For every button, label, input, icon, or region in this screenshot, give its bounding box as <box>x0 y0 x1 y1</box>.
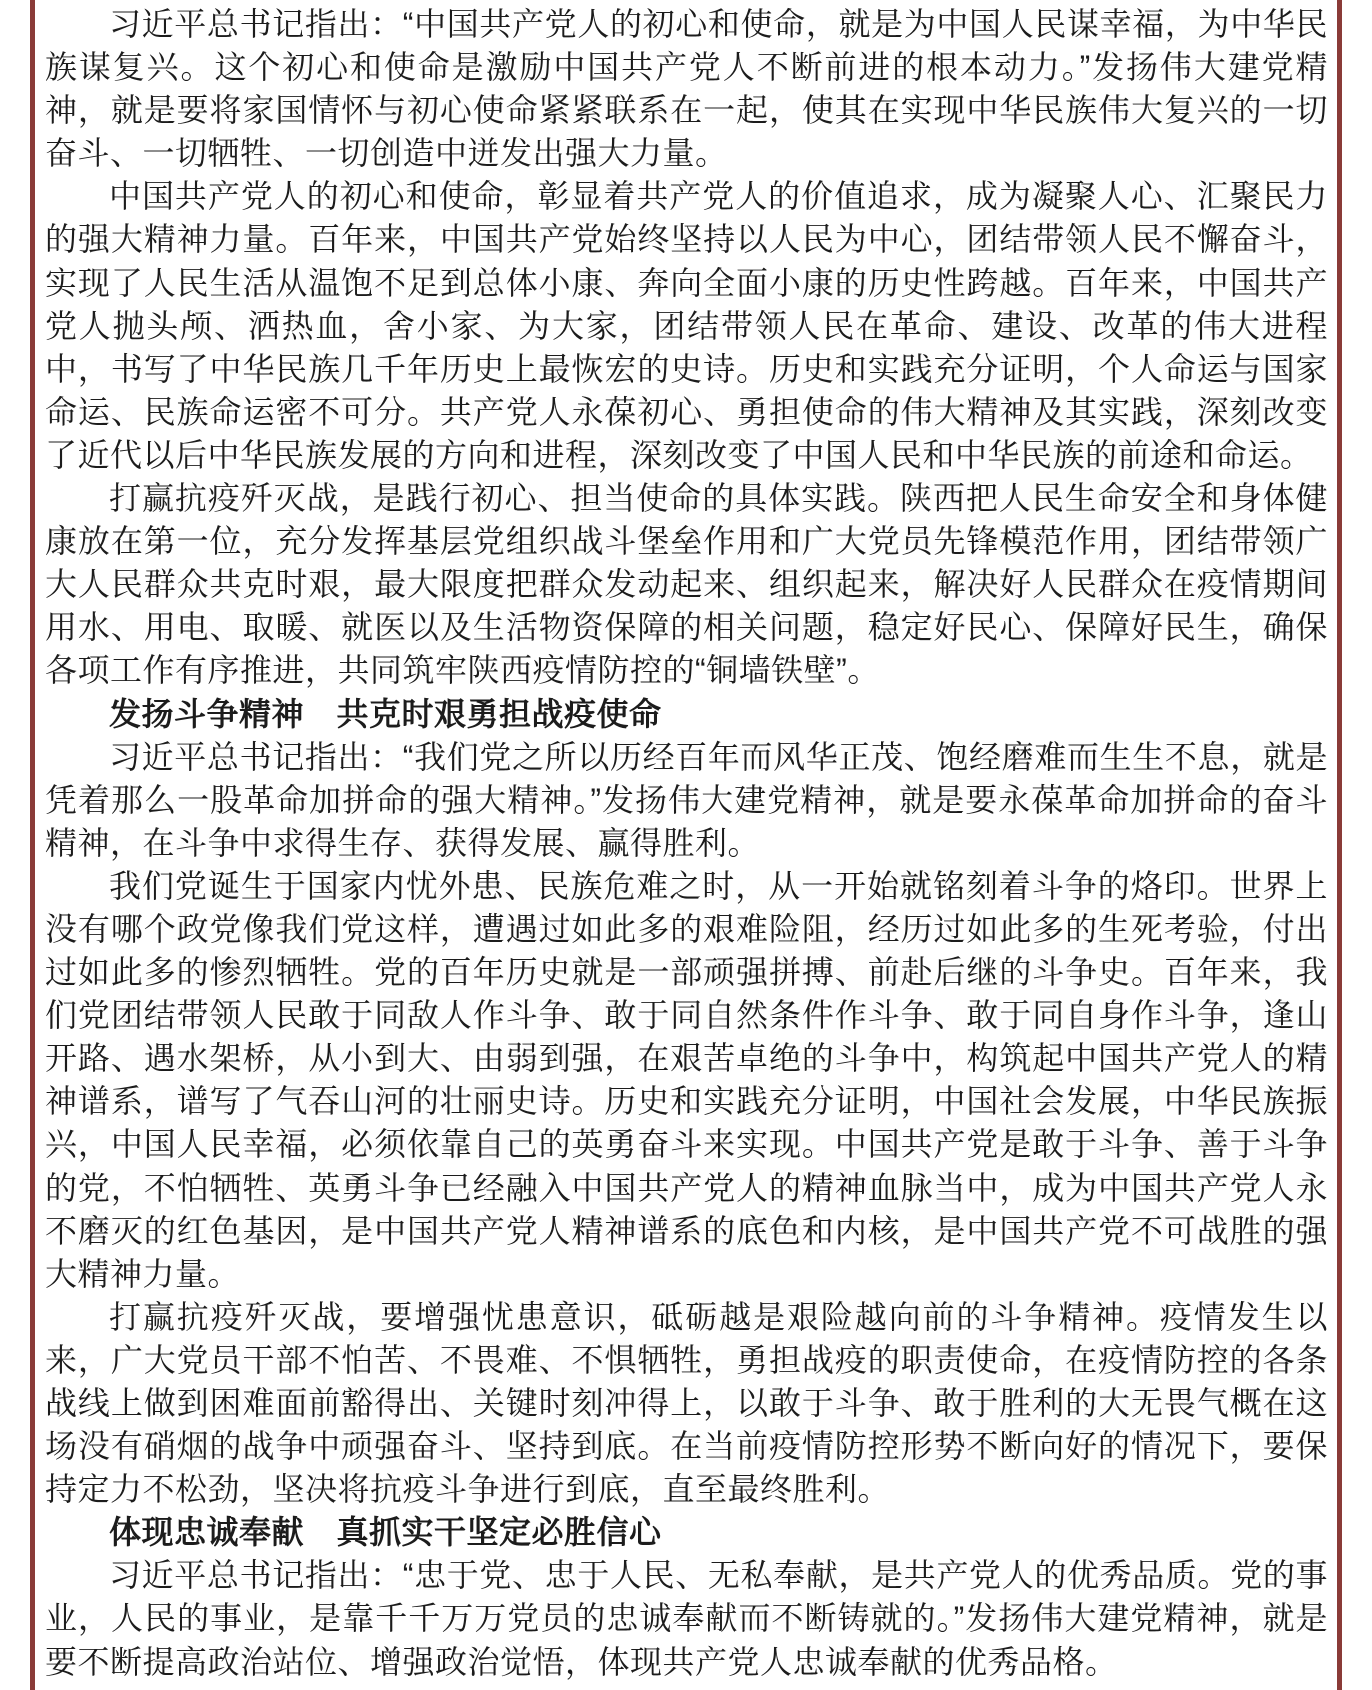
section-heading: 体现忠诚奉献 真抓实干坚定必胜信心 <box>109 1514 662 1551</box>
paragraph: 中国共产党人的初心和使命，彰显着共产党人的价值追求，成为凝聚人心、汇聚民力的强大精神力量。百年来，中国共产党始终坚持以人民为中心，团结带领人民不懈奋斗，实现了人民生活从温饱不足到总体小康、奔向全面小康的历史性跨越。百年来，中国共产党人抛头颅、洒热血，舍小家、为大家，团结带领人民在革命、建设、改革的伟大进程中，书写了中华民族几千年历史上最恢宏的史诗。历史和实践充分证明，个人命运与国家命运、民族命运密不可分。共产党人永葆初心、勇担使命的伟大精神及其实践，深刻改变了近代以后中华民族发展的方向和进程，深刻改变了中国人民和中华民族的前途和命运。 <box>45 178 1328 473</box>
paragraph: 我们党诞生于国家内忧外患、民族危难之时，从一开始就铭刻着斗争的烙印。世界上没有哪个政党像我们党这样，遭遇过如此多的艰难险阻，经历过如此多的生死考验，付出过如此多的惨烈牺牲。党的百年历史就是一部顽强拼搏、前赴后继的斗争史。百年来，我们党团结带领人民敢于同敌人作斗争、敢于同自然条件作斗争、敢于同自身作斗争，逢山开路、遇水架桥，从小到大、由弱到强，在艰苦卓绝的斗争中，构筑起中国共产党人的精神谱系，谱写了气吞山河的壮丽史诗。历史和实践充分证明，中国社会发展，中华民族振兴，中国人民幸福，必须依靠自己的英勇奋斗来实现。中国共产党是敢于斗争、善于斗争的党，不怕牺牲、英勇斗争已经融入中国共产党人的精神血脉当中，成为中国共产党人永不磨灭的红色基因，是中国共产党人精神谱系的底色和内核，是中国共产党不可战胜的强大精神力量。 <box>45 867 1328 1292</box>
article-frame <box>30 0 1342 1690</box>
paragraph: 打赢抗疫歼灭战，是践行初心、担当使命的具体实践。陕西把人民生命安全和身体健康放在第一位，充分发挥基层党组织战斗堡垒作用和广大党员先锋模范作用，团结带领广大人民群众共克时艰，最大限度把群众发动起来、组织起来，解决好人民群众在疫情期间用水、用电、取暖、就医以及生活物资保障的相关问题，稳定好民心、保障好民生，确保各项工作有序推进，共同筑牢陕西疫情防控的“铜墙铁壁”。 <box>45 480 1328 689</box>
article-body <box>45 3 1328 1684</box>
paragraph: 习近平总书记指出：“我们党之所以历经百年而风华正茂、饱经磨难而生生不息，就是凭着那么一股革命加拼命的强大精神。”发扬伟大建党精神，就是要永葆革命加拼命的奋斗精神，在斗争中求得生存、获得发展、赢得胜利。 <box>45 738 1328 861</box>
section-heading: 发扬斗争精神 共克时艰勇担战疫使命 <box>109 695 662 732</box>
paragraph: 打赢抗疫歼灭战，要增强忧患意识，砥砺越是艰险越向前的斗争精神。疫情发生以来，广大党员干部不怕苦、不畏难、不惧牺牲，勇担战疫的职责使命，在疫情防控的各条战线上做到困难面前豁得出、关键时刻冲得上，以敢于斗争、敢于胜利的大无畏气概在这场没有硝烟的战争中顽强奋斗、坚持到底。在当前疫情防控形势不断向好的情况下，要保持定力不松劲，坚决将抗疫斗争进行到底，直至最终胜利。 <box>45 1298 1328 1508</box>
paragraph: 习近平总书记指出：“忠于党、忠于人民、无私奉献，是共产党人的优秀品质。党的事业，人民的事业，是靠千千万万党员的忠诚奉献而不断铸就的。”发扬伟大建党精神，就是要不断提高政治站位、增强政治觉悟，体现共产党人忠诚奉献的优秀品格。 <box>45 1557 1328 1680</box>
paragraph: 习近平总书记指出：“中国共产党人的初心和使命，就是为中国人民谋幸福，为中华民族谋复兴。这个初心和使命是激励中国共产党人不断前进的根本动力。”发扬伟大建党精神，就是要将家国情怀与初心使命紧紧联系在一起，使其在实现中华民族伟大复兴的一切奋斗、一切牺牲、一切创造中迸发出强大力量。 <box>45 6 1328 172</box>
